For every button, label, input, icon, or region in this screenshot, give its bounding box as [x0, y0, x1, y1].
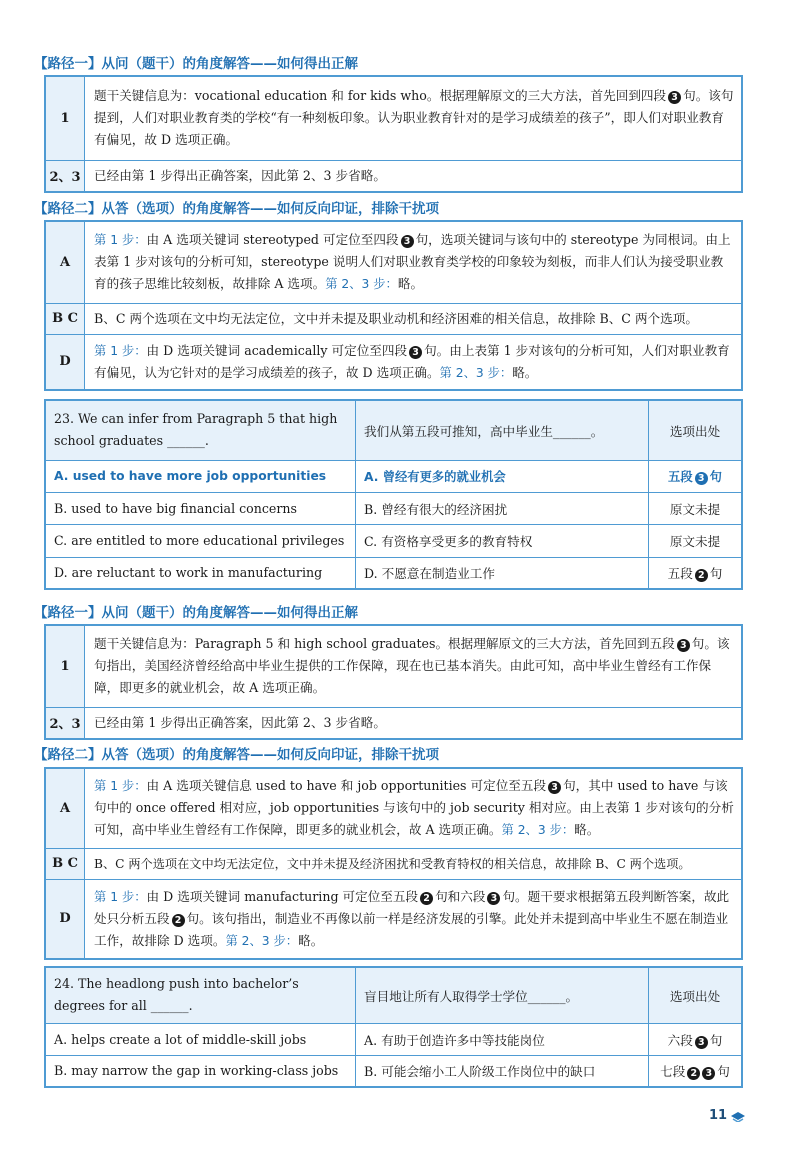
table-row [45, 221, 742, 303]
step-label: 1 [45, 76, 85, 160]
text: 六段 [667, 1032, 693, 1048]
option-en: C. are entitled to more educational privileges [45, 524, 356, 557]
option-source [649, 460, 743, 492]
path-two-table [44, 220, 743, 391]
step-marker: 第 2、3 步： [225, 933, 299, 948]
text: 句和六段 [435, 888, 486, 904]
circled-number-icon: 3 [409, 346, 422, 359]
circled-number-icon: 2 [420, 892, 433, 905]
step-label: 1 [45, 625, 85, 707]
option-cn: B. 曾经有很大的经济困扰 [356, 492, 649, 524]
text: 由 A 选项关键信息 used to have 和 job opportunities 可定位至五段 [146, 778, 547, 794]
text: 句 [709, 1032, 723, 1048]
text: 略。 [574, 822, 600, 838]
page-decoration-icon [730, 1110, 746, 1122]
option-source: 原文未提 [649, 524, 743, 557]
text: 由 D 选项关键词 academically 可定位至四段 [146, 342, 408, 358]
table-row [45, 848, 742, 879]
circled-number-icon: 2 [687, 1067, 700, 1080]
option-source [649, 1055, 743, 1087]
source-column-header: 选项出处 [649, 400, 743, 460]
path-one-table [44, 624, 743, 740]
source-column-header: 选项出处 [649, 967, 743, 1023]
option-source: 原文未提 [649, 492, 743, 524]
step-marker: 第 1 步： [94, 343, 147, 358]
circled-number-icon: 3 [401, 235, 414, 248]
step-marker: 第 1 步： [94, 779, 147, 794]
table-row [45, 334, 742, 390]
option-source [649, 1023, 743, 1055]
step-marker: 第 2、3 步： [325, 277, 398, 292]
page-number: 11 [709, 1108, 728, 1123]
option-label: A [45, 768, 85, 848]
option-cn: B. 可能会缩小工人阶级工作岗位中的缺口 [356, 1055, 649, 1087]
option-label: B C [45, 848, 85, 879]
option-label: B C [45, 303, 85, 334]
table-row [45, 76, 742, 160]
step-text: 已经由第 1 步得出正确答案，因此第 2、3 步省略。 [85, 707, 743, 739]
path-two-table [44, 767, 743, 960]
option-analysis [85, 768, 743, 848]
text: 句，其中 used to have 与该句中的 once offered 相对应，job opportunities 与该句中的 job security 相对应。由上表第 1 步对该句的分析可知，高中毕业生曾经有工作保障，即更多的就业机会，故 A 选项正确。 [94, 778, 734, 838]
circled-number-icon: 2 [695, 569, 708, 582]
text: 句 [717, 1064, 730, 1080]
table-row [45, 160, 742, 192]
text: 句。题干要求根据第五段判断答案，故此处只分析五段 [94, 888, 730, 926]
step-marker: 第 2、3 步： [501, 823, 575, 838]
step-marker: 第 1 步： [94, 233, 147, 248]
step-text: 已经由第 1 步得出正确答案，因此第 2、3 步省略。 [85, 160, 743, 192]
circled-number-icon: 3 [548, 781, 561, 794]
step-marker: 第 2、3 步： [439, 365, 513, 380]
option-cn: A. 有助于创造许多中等技能岗位 [356, 1023, 649, 1055]
table-row [45, 768, 742, 848]
table-row [45, 460, 742, 492]
table-row [45, 524, 742, 557]
table-row [45, 879, 742, 959]
step-label: 2、3 [45, 160, 85, 192]
option-analysis: B、C 两个选项在文中均无法定位，文中并未提及职业动机和经济困难的相关信息，故排除 B、C 两个选项。 [85, 303, 743, 334]
text: 由 A 选项关键词 stereotyped 可定位至四段 [146, 232, 399, 248]
option-analysis [85, 879, 743, 959]
question-header-row [45, 967, 742, 1023]
path-two-heading: 【路径二】从答（选项）的角度解答——如何反向印证，排除干扰项 [34, 747, 439, 763]
circled-number-icon: 3 [487, 892, 500, 905]
option-analysis: B、C 两个选项在文中均无法定位，文中并未提及经济困扰和受教育特权的相关信息，故排除 B、C 两个选项。 [85, 848, 743, 879]
text: 五段 [668, 470, 693, 484]
option-cn: C. 有资格享受更多的教育特权 [356, 524, 649, 557]
text: 略。 [397, 276, 424, 292]
circled-number-icon: 3 [695, 1036, 708, 1049]
option-label: A [45, 221, 85, 303]
step-text [85, 625, 743, 707]
text: 题干关键信息为：Paragraph 5 和 high school graduates。根据理解原文的三大方法，首先回到五段 [94, 636, 675, 652]
text: 五段 [667, 566, 693, 582]
text: 句 [709, 470, 722, 484]
option-en: A. used to have more job opportunities [45, 460, 356, 492]
text: 略。 [298, 932, 324, 948]
text: 七段 [660, 1064, 686, 1080]
table-row [45, 625, 742, 707]
option-analysis [85, 334, 743, 390]
text: 题干关键信息为：vocational education 和 for kids who。根据理解原文的三大方法，首先回到四段 [94, 88, 667, 104]
question-stem-en: 23. We can infer from Paragraph 5 that high school graduates ______. [45, 400, 356, 460]
table-row [45, 557, 742, 589]
option-en: B. may narrow the gap in working-class jobs [45, 1055, 356, 1087]
table-row [45, 1023, 742, 1055]
option-en: B. used to have big financial concerns [45, 492, 356, 524]
question-stem-cn: 我们从第五段可推知，高中毕业生______。 [356, 400, 649, 460]
step-text [85, 76, 743, 160]
circled-number-icon: 3 [702, 1067, 715, 1080]
step-marker: 第 1 步： [94, 889, 147, 904]
circled-number-icon: 3 [668, 91, 681, 104]
table-row [45, 492, 742, 524]
circled-number-icon: 2 [172, 914, 185, 927]
option-en: A. helps create a lot of middle-skill jobs [45, 1023, 356, 1055]
option-cn: A. 曾经有更多的就业机会 [356, 460, 649, 492]
question-24-table [44, 966, 743, 1088]
option-source [649, 557, 743, 589]
option-analysis [85, 221, 743, 303]
question-23-table [44, 399, 743, 590]
option-label: D [45, 879, 85, 959]
step-label: 2、3 [45, 707, 85, 739]
text: 句 [709, 566, 723, 582]
option-label: D [45, 334, 85, 390]
path-two-heading: 【路径二】从答（选项）的角度解答——如何反向印证，排除干扰项 [34, 201, 439, 217]
text: 句。由上表第 1 步对该句的分析可知，人们对职业教育有偏见，认为它针对的是学习成绩差的孩子，故 D 选项正确。 [94, 342, 730, 380]
text: 句。该句提到，人们对职业教育类的学校“有一种刻板印象。认为职业教育针对的是学习成绩差的孩子”，即人们对职业教育有偏见，故 D 选项正确。 [94, 88, 734, 148]
path-one-table [44, 75, 743, 193]
circled-number-icon: 3 [695, 472, 708, 485]
text: 句，选项关键词与该句中的 stereotype 为同根词。由上表第 1 步对该句的分析可知，stereotype 说明人们对职业教育类学校的印象较为刻板，而非人们认为接受职业教育的孩子思维比较刻板，故排除 A 选项。 [94, 232, 731, 292]
text: 由 D 选项关键词 manufacturing 可定位至五段 [146, 888, 419, 904]
table-row [45, 707, 742, 739]
question-stem-cn: 盲目地让所有人取得学士学位______。 [356, 967, 649, 1023]
option-cn: D. 不愿意在制造业工作 [356, 557, 649, 589]
path-one-heading: 【路径一】从问（题干）的角度解答——如何得出正解 [34, 56, 358, 72]
table-row [45, 303, 742, 334]
path-one-heading: 【路径一】从问（题干）的角度解答——如何得出正解 [34, 605, 358, 621]
question-header-row [45, 400, 742, 460]
question-stem-en: 24. The headlong push into bachelor’s degrees for all ______. [45, 967, 356, 1023]
table-row [45, 1055, 742, 1087]
circled-number-icon: 3 [677, 639, 690, 652]
text: 略。 [512, 364, 538, 380]
text: 句。该句指出，制造业不再像以前一样是经济发展的引擎。此处并未提到高中毕业生不愿在制造业工作，故排除 D 选项。 [94, 910, 729, 948]
option-en: D. are reluctant to work in manufacturing [45, 557, 356, 589]
text: 句。该句指出，美国经济曾经给高中毕业生提供的工作保障，现在也已基本消失。由此可知，高中毕业生曾经有工作保障，即更多的就业机会，故 A 选项正确。 [94, 636, 730, 696]
